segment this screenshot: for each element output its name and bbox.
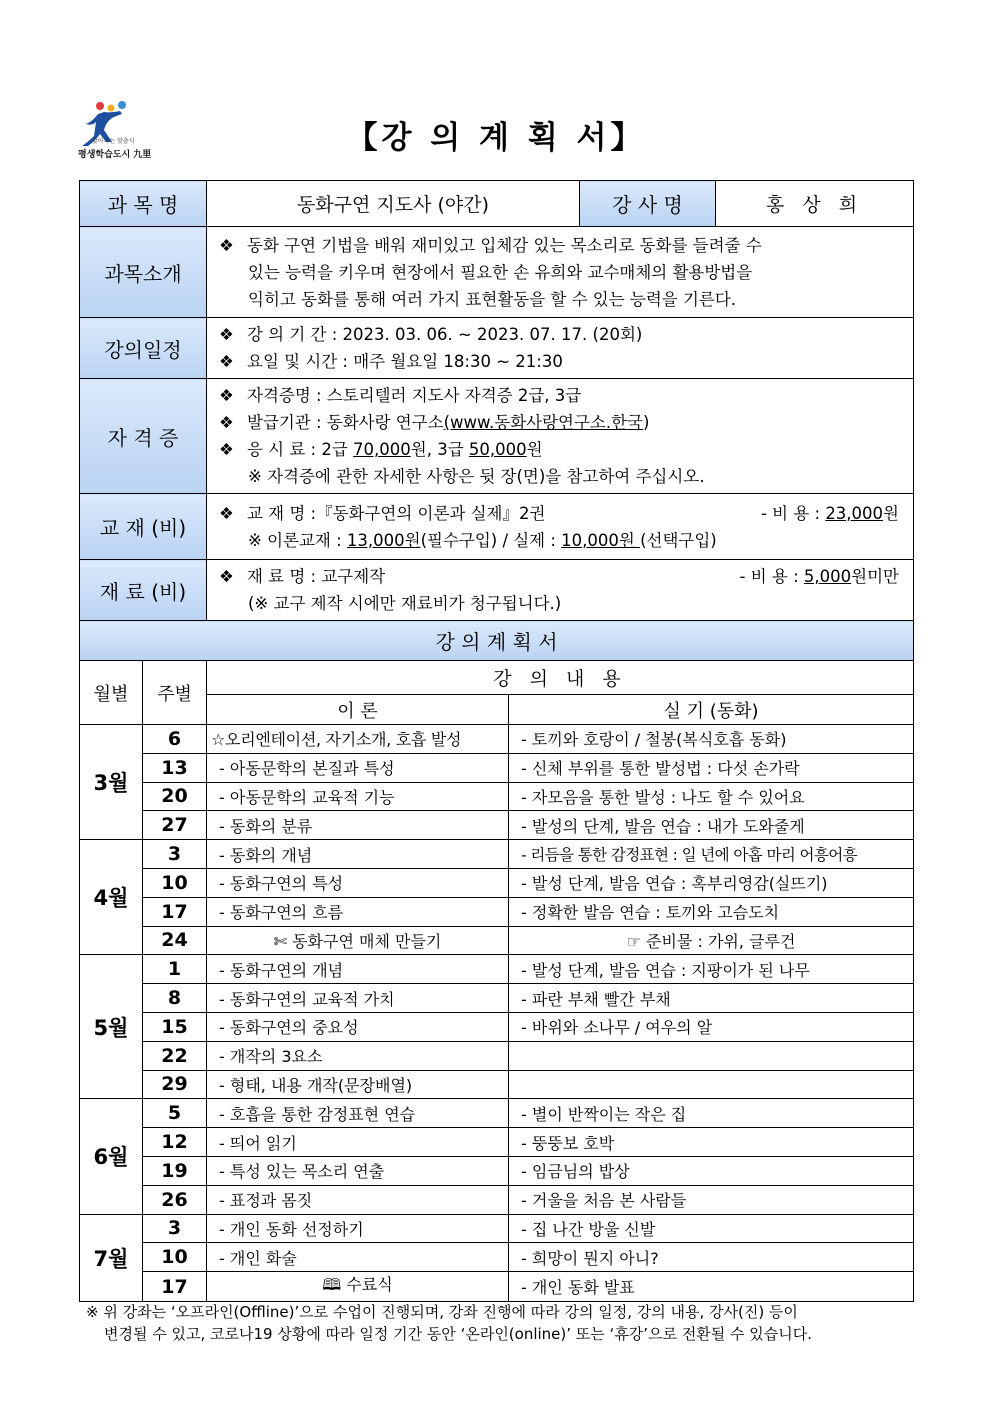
content-column-header: 강 의 내 용 [207, 661, 914, 695]
table-row [80, 955, 914, 984]
theory-cell: - 특성 있는 목소리 연출 [207, 1156, 509, 1185]
plan-section-title: 강 의 계 획 서 [80, 621, 914, 661]
week-cell: 17 [143, 897, 207, 926]
materials-name: 재 료 명 : 교구제작 [247, 567, 386, 586]
fee-prefix: 응 시 료 : 2급 [247, 440, 354, 459]
materials-label: 재 료 (비) [80, 560, 207, 621]
table-row [80, 926, 914, 955]
month-cell: 7월 [80, 1214, 143, 1302]
practice-cell: - 신체 부위를 통한 발성법 : 다섯 손가락 [509, 753, 914, 782]
theory-cell: 🕮 수료식 [207, 1272, 509, 1302]
week-cell: 20 [143, 782, 207, 811]
week-cell: 3 [143, 840, 207, 869]
table-row [80, 1128, 914, 1157]
table-row [80, 868, 914, 897]
practice-cell: - 뚱뚱보 호박 [509, 1128, 914, 1157]
table-row [80, 840, 914, 869]
certificate-label: 자 격 증 [80, 379, 207, 494]
practice-cell: - 바위와 소나무 / 여우의 알 [509, 1012, 914, 1041]
practice-cell: - 임금님의 밥상 [509, 1156, 914, 1185]
theory-cell: - 동화구연의 흐름 [207, 897, 509, 926]
theory-cell: - 띄어 읽기 [207, 1128, 509, 1157]
table-row [80, 1185, 914, 1214]
theory-cell: - 호흡을 통한 감정표현 연습 [207, 1099, 509, 1128]
practice-book-cost: 10,000원 [561, 530, 641, 550]
schedule-time: 요일 및 시간 : 매주 월요일 18:30 ~ 21:30 [247, 352, 563, 371]
schedule-info [207, 318, 914, 379]
practice-cell: - 자모음을 통한 발성 : 나도 할 수 있어요 [509, 782, 914, 811]
theory-cell: - 표정과 몸짓 [207, 1185, 509, 1214]
week-cell: 15 [143, 1012, 207, 1041]
textbook-name: 교 재 명 :『동화구연의 이론과 실제』2권 [247, 503, 546, 523]
issuer-prefix: 발급기관 : 동화사랑 연구소 [247, 413, 444, 432]
fee-grade2: 70,000 [353, 440, 411, 459]
schedule-label: 강의일정 [80, 318, 207, 379]
textbook-detail-mid: (필수구입) / 실제 : [420, 530, 562, 550]
month-cell: 3월 [80, 725, 143, 840]
diamond-bullet-icon: ❖ [219, 325, 234, 344]
table-row [80, 1070, 914, 1099]
practice-cell: - 집 나간 방울 신발 [509, 1214, 914, 1243]
logo-tagline: 찾아가는 맞춤식 [92, 138, 135, 145]
practice-cell: - 별이 반짝이는 작은 집 [509, 1099, 914, 1128]
course-plan-table [79, 180, 914, 1302]
textbook-detail-prefix: ※ 이론교재 : [248, 530, 347, 550]
practice-cell: - 희망이 뭔지 아니? [509, 1243, 914, 1272]
table-row [80, 1243, 914, 1272]
diamond-bullet-icon: ❖ [219, 440, 234, 459]
theory-book-cost: 13,000원 [346, 530, 421, 550]
practice-cell: - 리듬을 통한 감정표현 : 일 년에 아홉 마리 어흥어흥 [509, 840, 914, 869]
diamond-bullet-icon: ❖ [219, 503, 234, 523]
course-name-value: 동화구연 지도사 (야간) [207, 181, 580, 227]
practice-cell: - 토끼와 호랑이 / 철봉(복식호흡 동화) [509, 725, 914, 754]
theory-cell: - 동화구연의 중요성 [207, 1012, 509, 1041]
logo-city-name: 평생학습도시 九里 [78, 150, 152, 160]
fee-mid: 원, 3급 [410, 440, 469, 459]
theory-cell: - 개인 동화 선정하기 [207, 1214, 509, 1243]
table-row [80, 1099, 914, 1128]
week-cell: 24 [143, 926, 207, 955]
issuer-url-link[interactable]: (www.동화사랑연구소.한국 [443, 413, 643, 432]
week-cell: 19 [143, 1156, 207, 1185]
week-cell: 3 [143, 1214, 207, 1243]
theory-column-header: 이 론 [207, 695, 509, 725]
table-row [80, 1214, 914, 1243]
practice-cell: - 파란 부채 빨간 부채 [509, 984, 914, 1013]
practice-cell: - 발성 단계, 발음 연습 : 지팡이가 된 나무 [509, 955, 914, 984]
practice-cell: - 발성 단계, 발음 연습 : 혹부리영감(실뜨기) [509, 868, 914, 897]
table-row [80, 1272, 914, 1302]
textbook-info [207, 494, 914, 560]
week-cell: 6 [143, 725, 207, 754]
week-cell: 12 [143, 1128, 207, 1157]
week-cell: 5 [143, 1099, 207, 1128]
practice-cell: ☞ 준비물 : 가위, 글루건 [509, 926, 914, 955]
month-cell: 6월 [80, 1099, 143, 1214]
course-intro [207, 227, 914, 318]
materials-cost-unit: 원미만 [851, 567, 899, 586]
theory-cell: - 동화구연의 특성 [207, 868, 509, 897]
theory-cell: - 동화의 개념 [207, 840, 509, 869]
month-cell: 5월 [80, 955, 143, 1099]
diamond-bullet-icon: ❖ [219, 567, 234, 586]
practice-cell: - 개인 동화 발표 [509, 1272, 914, 1302]
intro-line: 익히고 동화를 통해 여러 가지 표현활동을 할 수 있는 능력을 기른다. [248, 289, 737, 309]
week-column-header: 주별 [143, 661, 207, 725]
week-cell: 10 [143, 1243, 207, 1272]
week-cell: 8 [143, 984, 207, 1013]
practice-cell: - 정확한 발음 연습 : 토끼와 고슴도치 [509, 897, 914, 926]
textbook-cost-unit: 원 [883, 503, 899, 523]
footer-note-line: ※ 위 강좌는 ‘오프라인(Offline)’으로 수업이 진행되며, 강좌 진행에 따라 강의 일정, 강의 내용, 강사(진) 등이 [86, 1303, 798, 1321]
theory-cell: - 개작의 3요소 [207, 1041, 509, 1070]
theory-cell: - 동화구연의 교육적 가치 [207, 984, 509, 1013]
practice-cell [509, 1041, 914, 1070]
table-row [80, 984, 914, 1013]
week-cell: 10 [143, 868, 207, 897]
table-row [80, 725, 914, 754]
week-cell: 29 [143, 1070, 207, 1099]
issuer-suffix: ) [642, 413, 650, 432]
fee-grade3: 50,000 [468, 440, 527, 459]
diamond-bullet-icon: ❖ [219, 235, 234, 255]
page-title: 【강 의 계 획 서】 [346, 120, 646, 156]
theory-cell: ✄ 동화구연 매체 만들기 [207, 926, 509, 955]
week-cell: 13 [143, 753, 207, 782]
course-intro-label: 과목소개 [80, 227, 207, 318]
textbook-label: 교 재 (비) [80, 494, 207, 560]
certificate-info [207, 379, 914, 494]
materials-cost-label: - 비 용 : [739, 567, 804, 586]
table-row [80, 1012, 914, 1041]
fee-suffix: 원 [526, 440, 543, 459]
table-row [80, 782, 914, 811]
practice-cell: - 거울을 처음 본 사람들 [509, 1185, 914, 1214]
diamond-bullet-icon: ❖ [219, 413, 234, 432]
table-row [80, 1156, 914, 1185]
diamond-bullet-icon: ❖ [219, 352, 234, 371]
week-cell: 1 [143, 955, 207, 984]
week-cell: 27 [143, 811, 207, 840]
materials-cost: 5,000 [803, 567, 852, 586]
table-row [80, 753, 914, 782]
week-cell: 22 [143, 1041, 207, 1070]
month-column-header: 월별 [80, 661, 143, 725]
materials-info [207, 560, 914, 621]
intro-line: 동화 구연 기법을 배워 재미있고 입체감 있는 목소리로 동화를 들려줄 수 [247, 235, 762, 255]
practice-column-header: 실 기 (동화) [509, 695, 914, 725]
table-row [80, 1041, 914, 1070]
course-name-label: 과 목 명 [80, 181, 207, 227]
theory-cell: - 동화구연의 개념 [207, 955, 509, 984]
theory-cell: - 아동문학의 본질과 특성 [207, 753, 509, 782]
practice-cell [509, 1070, 914, 1099]
intro-line: 있는 능력을 키우며 현장에서 필요한 손 유희와 교수매체의 활용방법을 [248, 262, 753, 282]
table-row [80, 897, 914, 926]
footer-note [86, 1301, 926, 1345]
theory-cell: - 동화의 분류 [207, 811, 509, 840]
theory-cell: - 아동문학의 교육적 기능 [207, 782, 509, 811]
theory-cell: ☆오리엔테이션, 자기소개, 호흡 발성 [207, 725, 509, 754]
week-cell: 17 [143, 1272, 207, 1302]
textbook-detail-suffix: (선택구입) [640, 530, 717, 550]
certificate-name: 자격증명 : 스토리텔러 지도사 자격증 2급, 3급 [247, 386, 582, 405]
textbook-cost: 23,000 [825, 503, 884, 523]
instructor-label: 강 사 명 [580, 181, 716, 227]
instructor-value: 홍 상 희 [716, 181, 914, 227]
table-row [80, 811, 914, 840]
week-cell: 26 [143, 1185, 207, 1214]
theory-cell: - 개인 화술 [207, 1243, 509, 1272]
practice-cell: - 발성의 단계, 발음 연습 : 내가 도와줄게 [509, 811, 914, 840]
theory-cell: - 형태, 내용 개작(문장배열) [207, 1070, 509, 1099]
month-cell: 4월 [80, 840, 143, 955]
certificate-note: ※ 자격증에 관한 자세한 사항은 뒷 장(면)을 참고하여 주십시오. [248, 467, 705, 486]
textbook-cost-label: - 비 용 : [760, 503, 826, 523]
materials-note: (※ 교구 제작 시에만 재료비가 청구됩니다.) [248, 594, 562, 613]
schedule-period: 강 의 기 간 : 2023. 03. 06. ~ 2023. 07. 17. (20회) [247, 325, 643, 344]
diamond-bullet-icon: ❖ [219, 386, 234, 405]
footer-note-line: 변경될 수 있고, 코로나19 상황에 따라 일정 기간 동안 ‘온라인(online)’ 또는 ‘휴강’으로 전환될 수 있습니다. [104, 1325, 813, 1343]
